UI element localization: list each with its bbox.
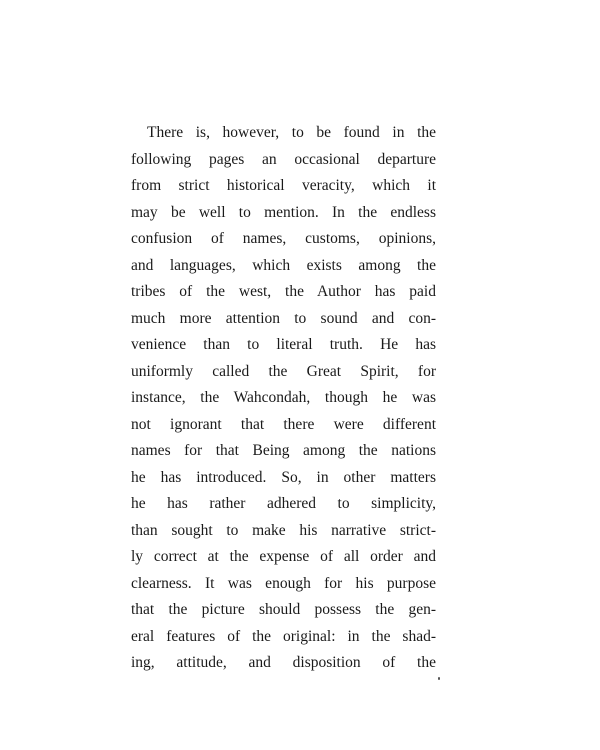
text-line: clearness. It was enough for his purpose bbox=[131, 574, 436, 592]
text-line: he has rather adhered to simplicity, bbox=[131, 495, 436, 512]
text-line: instance, the Wahcondah, though he was bbox=[131, 389, 436, 406]
text-line: he has introduced. So, in other matters bbox=[131, 468, 436, 486]
text-line: much more attention to sound and con- bbox=[131, 309, 436, 327]
text-line: and languages, which exists among the bbox=[131, 256, 436, 274]
text-line: from strict historical veracity, which it bbox=[131, 177, 436, 194]
text-line: ing, attitude, and disposition of the bbox=[131, 654, 436, 671]
text-line: may be well to mention. In the endless bbox=[131, 203, 436, 221]
text-line: There is, however, to be found in the bbox=[147, 124, 436, 141]
text-line: tribes of the west, the Author has paid bbox=[131, 283, 436, 300]
text-line: following pages an occasional departure bbox=[131, 150, 436, 168]
text-line: eral features of the original: in the shad- bbox=[131, 627, 436, 645]
text-line: not ignorant that there were different bbox=[131, 415, 436, 433]
text-line: venience than to literal truth. He has bbox=[131, 336, 436, 353]
text-line: names for that Being among the nations bbox=[131, 442, 436, 459]
body-paragraph bbox=[131, 120, 436, 677]
text-line: uniformly called the Great Spirit, for bbox=[131, 362, 436, 380]
ink-speck bbox=[438, 677, 440, 680]
text-line: confusion of names, customs, opinions, bbox=[131, 230, 436, 247]
text-line: ly correct at the expense of all order and bbox=[131, 548, 436, 565]
text-line: that the picture should possess the gen- bbox=[131, 601, 436, 618]
text-line: than sought to make his narrative strict- bbox=[131, 521, 436, 539]
